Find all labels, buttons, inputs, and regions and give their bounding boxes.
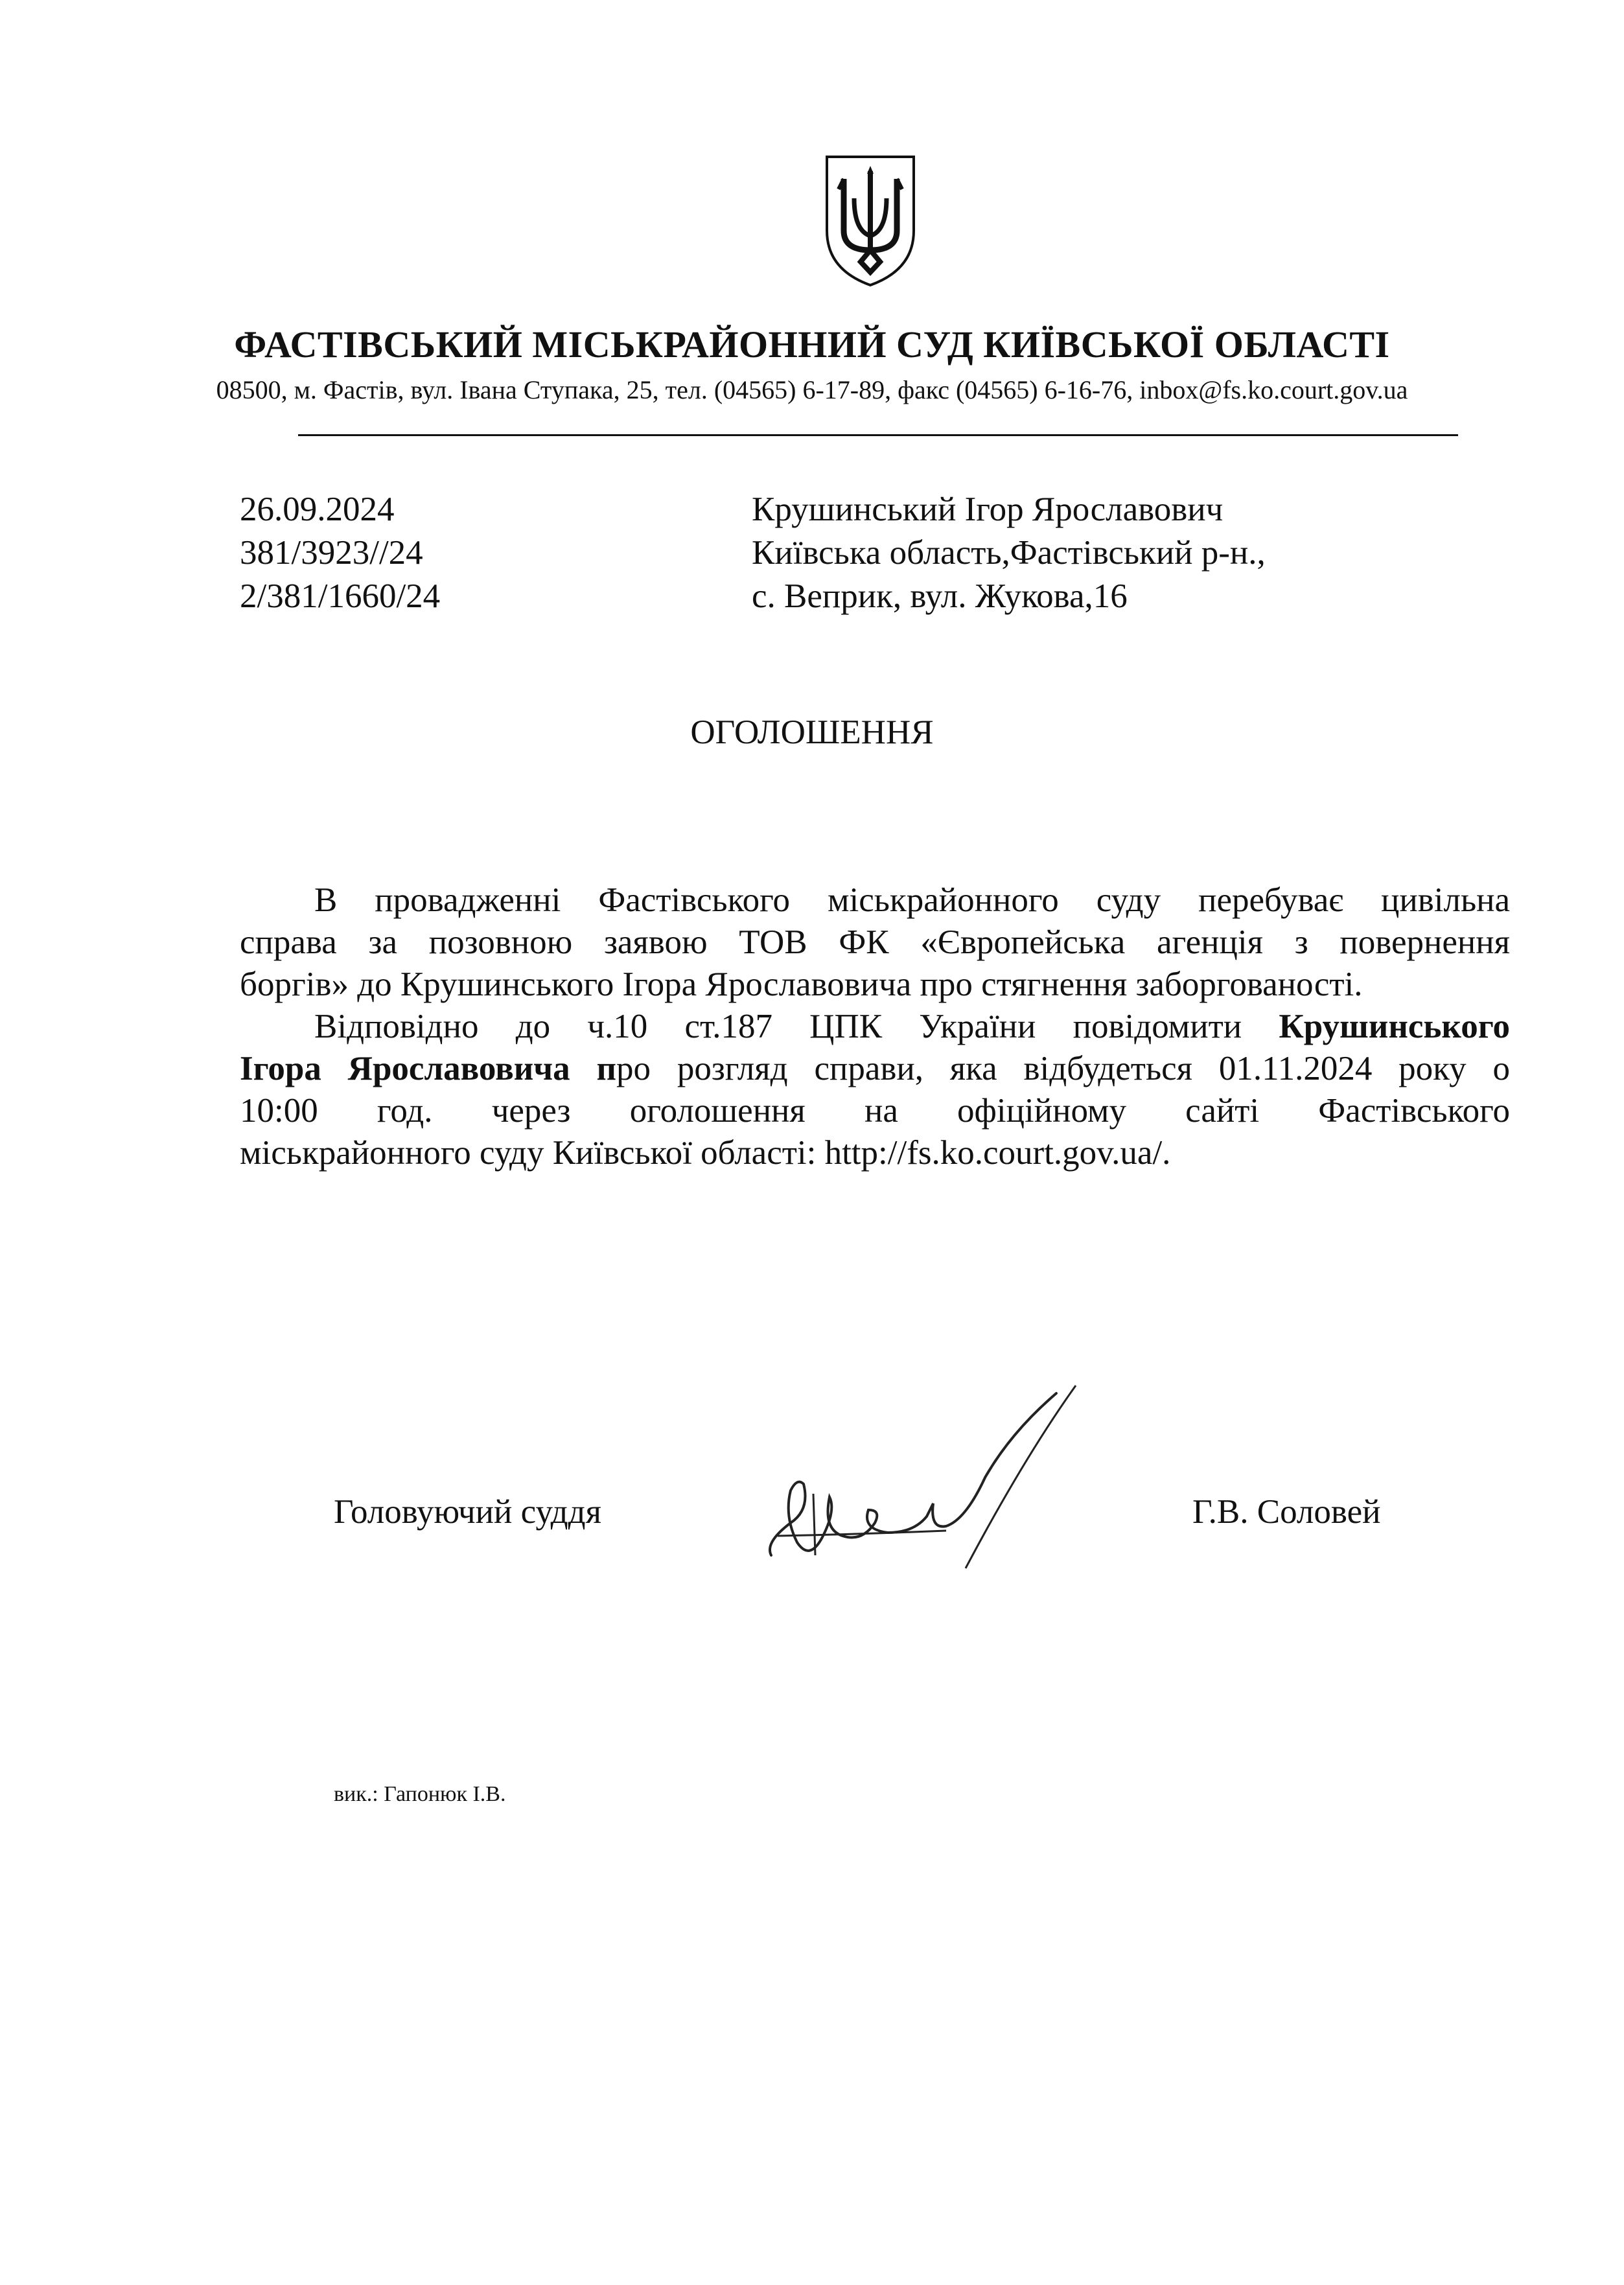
reference-number-1: 381/3923//24 — [240, 534, 423, 572]
defendant-name-bold: Крушинського — [1279, 1008, 1510, 1045]
recipient-address-line-2: с. Веприк, вул. Жукова,16 — [752, 577, 1128, 615]
body-line: 10:00 год. через оголошення на офіційному сайті Фастівського — [240, 1092, 1510, 1130]
body-line: В провадженні Фастівського міськрайонного суду перебуває цивільна — [314, 881, 1510, 919]
body-paragraph-1 — [240, 879, 1510, 1006]
document-date: 26.09.2024 — [240, 491, 395, 528]
signatory-name: Г.В. Соловей — [1192, 1493, 1381, 1531]
body-text: Відповідно до ч.10 ст.187 ЦПК України повідомити — [314, 1008, 1242, 1045]
signatory-position: Головуючий суддя — [334, 1493, 601, 1531]
body-line: справа за позовною заявою ТОВ ФК «Європейська агенція з повернення — [240, 923, 1510, 961]
body-line — [240, 1006, 1510, 1048]
handwritten-signature — [752, 1380, 1095, 1575]
recipient-name: Крушинський Ігор Ярославович — [752, 491, 1224, 528]
court-address: 08500, м. Фастів, вул. Івана Ступака, 25, тел. (04565) 6-17-89, факс (04565) 6-16-76, inbox@fs.ko.court.gov.ua — [216, 375, 1408, 404]
header-divider — [298, 434, 1458, 436]
body-text: ро розгляд справи, яка відбудеться 01.11.2024 року о — [616, 1050, 1510, 1087]
executor-note: вик.: Гапонюк І.В. — [334, 1782, 506, 1806]
body-line: боргів» до Крушинського Ігора Ярославовича про стягнення заборгованості. — [240, 966, 1363, 1003]
body-line — [240, 1048, 1510, 1090]
court-name: ФАСТІВСЬКИЙ МІСЬКРАЙОННИЙ СУД КИЇВСЬКОЇ ОБЛАСТІ — [234, 323, 1390, 365]
recipient-address-line-1: Київська область,Фастівський р-н., — [752, 534, 1266, 572]
document-title: ОГОЛОШЕННЯ — [690, 713, 934, 751]
defendant-name-bold: Ігора Ярославовича п — [240, 1050, 617, 1087]
body-paragraph-2 — [240, 1006, 1510, 1174]
coat-of-arms-emblem — [822, 153, 919, 289]
body-line: міськрайонного суду Київської області: http://fs.ko.court.gov.ua/. — [240, 1134, 1171, 1172]
reference-number-2: 2/381/1660/24 — [240, 577, 441, 615]
